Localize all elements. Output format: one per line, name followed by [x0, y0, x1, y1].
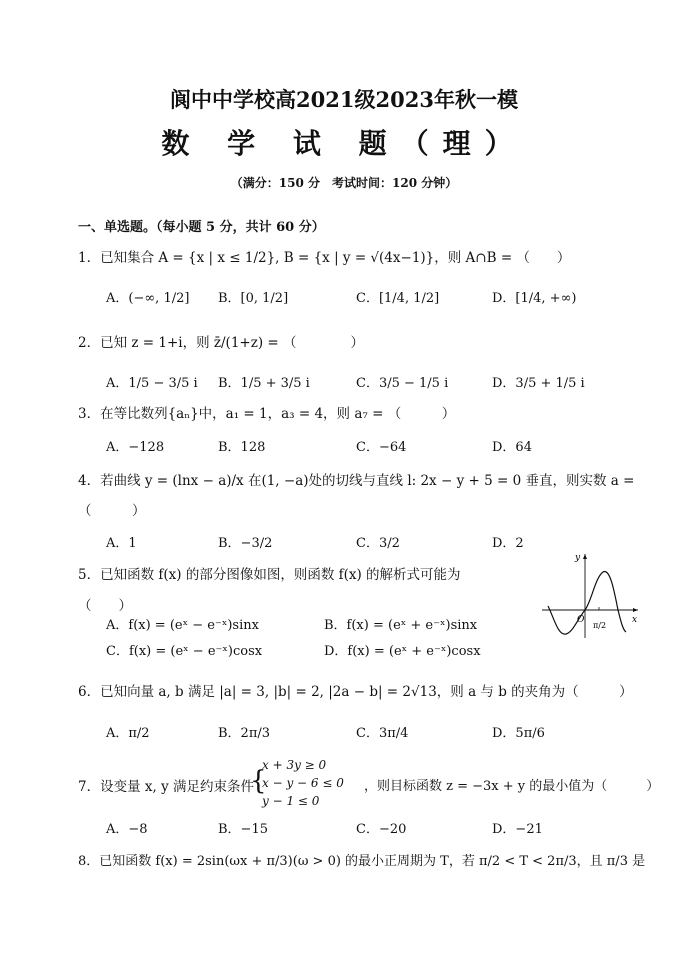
exam-info: （满分：150 分 考试时间：120 分钟） — [230, 176, 458, 190]
question-7-option-a: A．−8 — [106, 822, 148, 837]
question-6-stem: 6．已知向量 a, b 满足 |a| = 3, |b| = 2, |2a − b| = 2√13，则 a 与 b 的夹角为（ ） — [78, 684, 633, 700]
question-4-option-a: A．1 — [106, 536, 137, 551]
section-heading: 一、单选题。（每小题 5 分，共计 60 分） — [78, 220, 325, 235]
question-5-option-a: A．f(x) = (eˣ − e⁻ˣ)sinx — [106, 618, 259, 633]
question-2-option-a: A．1/5 − 3/5 i — [106, 376, 198, 391]
question-7-stem-pre: 7．设变量 x, y 满足约束条件 — [78, 779, 254, 795]
y-axis-label: y — [575, 553, 581, 563]
question-7-stem-post: ，则目标函数 z = −3x + y 的最小值为（ ） — [364, 779, 660, 794]
question-7-option-c: C．−20 — [356, 822, 407, 837]
question-1-option-c: C．[1/4, 1/2] — [356, 291, 440, 306]
question-7-option-d: D．−21 — [492, 822, 543, 837]
exam-subject: 数 学 试 题（理） — [161, 127, 527, 160]
question-6-option-c: C．3π/4 — [356, 726, 409, 741]
question-2-option-d: D．3/5 + 1/5 i — [492, 376, 585, 391]
constraint-2: x − y − 6 ≤ 0 — [262, 776, 344, 790]
question-5-stem: 5．已知函数 f(x) 的部分图像如图，则函数 f(x) 的解析式可能为 — [78, 567, 461, 583]
question-5-function-graph — [540, 550, 640, 640]
x-axis-arrow — [633, 608, 638, 612]
question-6-option-b: B．2π/3 — [218, 726, 271, 741]
question-8-stem: 8．已知函数 f(x) = 2sin(ωx + π/3)(ω > 0) 的最小正周期为 T，若 π/2 < T < 2π/3，且 π/3 是 — [78, 854, 646, 869]
question-7-option-b: B．−15 — [218, 822, 268, 837]
question-6-option-d: D．5π/6 — [492, 726, 545, 741]
tick-label-pi-half: π/2 — [593, 621, 607, 630]
x-axis-label: x — [632, 615, 638, 625]
constraint-3: y − 1 ≤ 0 — [262, 794, 320, 808]
question-2-option-b: B．1/5 + 3/5 i — [218, 376, 310, 391]
question-4-option-c: C．3/2 — [356, 536, 400, 551]
origin-label: O — [577, 615, 585, 625]
question-3-stem: 3．在等比数列{aₙ}中，a₁ = 1，a₃ = 4，则 a₇ = （ ） — [78, 406, 456, 422]
question-3-option-b: B．128 — [218, 440, 266, 455]
function-curve — [548, 572, 626, 635]
question-5-option-b: B．f(x) = (eˣ + e⁻ˣ)sinx — [324, 618, 478, 633]
question-4-option-b: B．−3/2 — [218, 536, 273, 551]
question-2-stem: 2．已知 z = 1+i，则 z̄/(1+z) = （ ） — [78, 335, 364, 351]
y-axis-arrow — [583, 554, 587, 559]
question-4-option-d: D．2 — [492, 536, 524, 551]
question-3-option-d: D．64 — [492, 440, 532, 455]
question-4-stem: 4．若曲线 y = (lnx − a)/x 在(1, −a)处的切线与直线 l: 2x − y + 5 = 0 垂直，则实数 a = — [78, 473, 635, 489]
question-4-stem-cont: （ ） — [78, 503, 146, 519]
question-5-stem-cont: （ ） — [78, 598, 132, 614]
exam-title: 阆中中学校高2021级2023年秋一模 — [170, 87, 518, 112]
question-3-option-c: C．−64 — [356, 440, 407, 455]
constraint-1: x + 3y ≥ 0 — [262, 758, 327, 772]
question-1-option-a: A．(−∞, 1/2] — [106, 291, 190, 306]
question-6-option-a: A．π/2 — [106, 726, 150, 741]
question-1-option-d: D．[1/4, +∞) — [492, 291, 577, 306]
question-2-option-c: C．3/5 − 1/5 i — [356, 376, 449, 391]
constraint-brace: { — [250, 766, 267, 796]
question-5-option-c: C．f(x) = (eˣ − e⁻ˣ)cosx — [106, 644, 263, 659]
question-1-stem: 1．已知集合 A = {x | x ≤ 1/2}, B = {x | y = √(4x−1)}，则 A∩B = （ ） — [78, 250, 571, 266]
question-3-option-a: A．−128 — [106, 440, 165, 455]
question-1-option-b: B．[0, 1/2] — [218, 291, 289, 306]
question-5-option-d: D．f(x) = (eˣ + e⁻ˣ)cosx — [324, 644, 481, 659]
